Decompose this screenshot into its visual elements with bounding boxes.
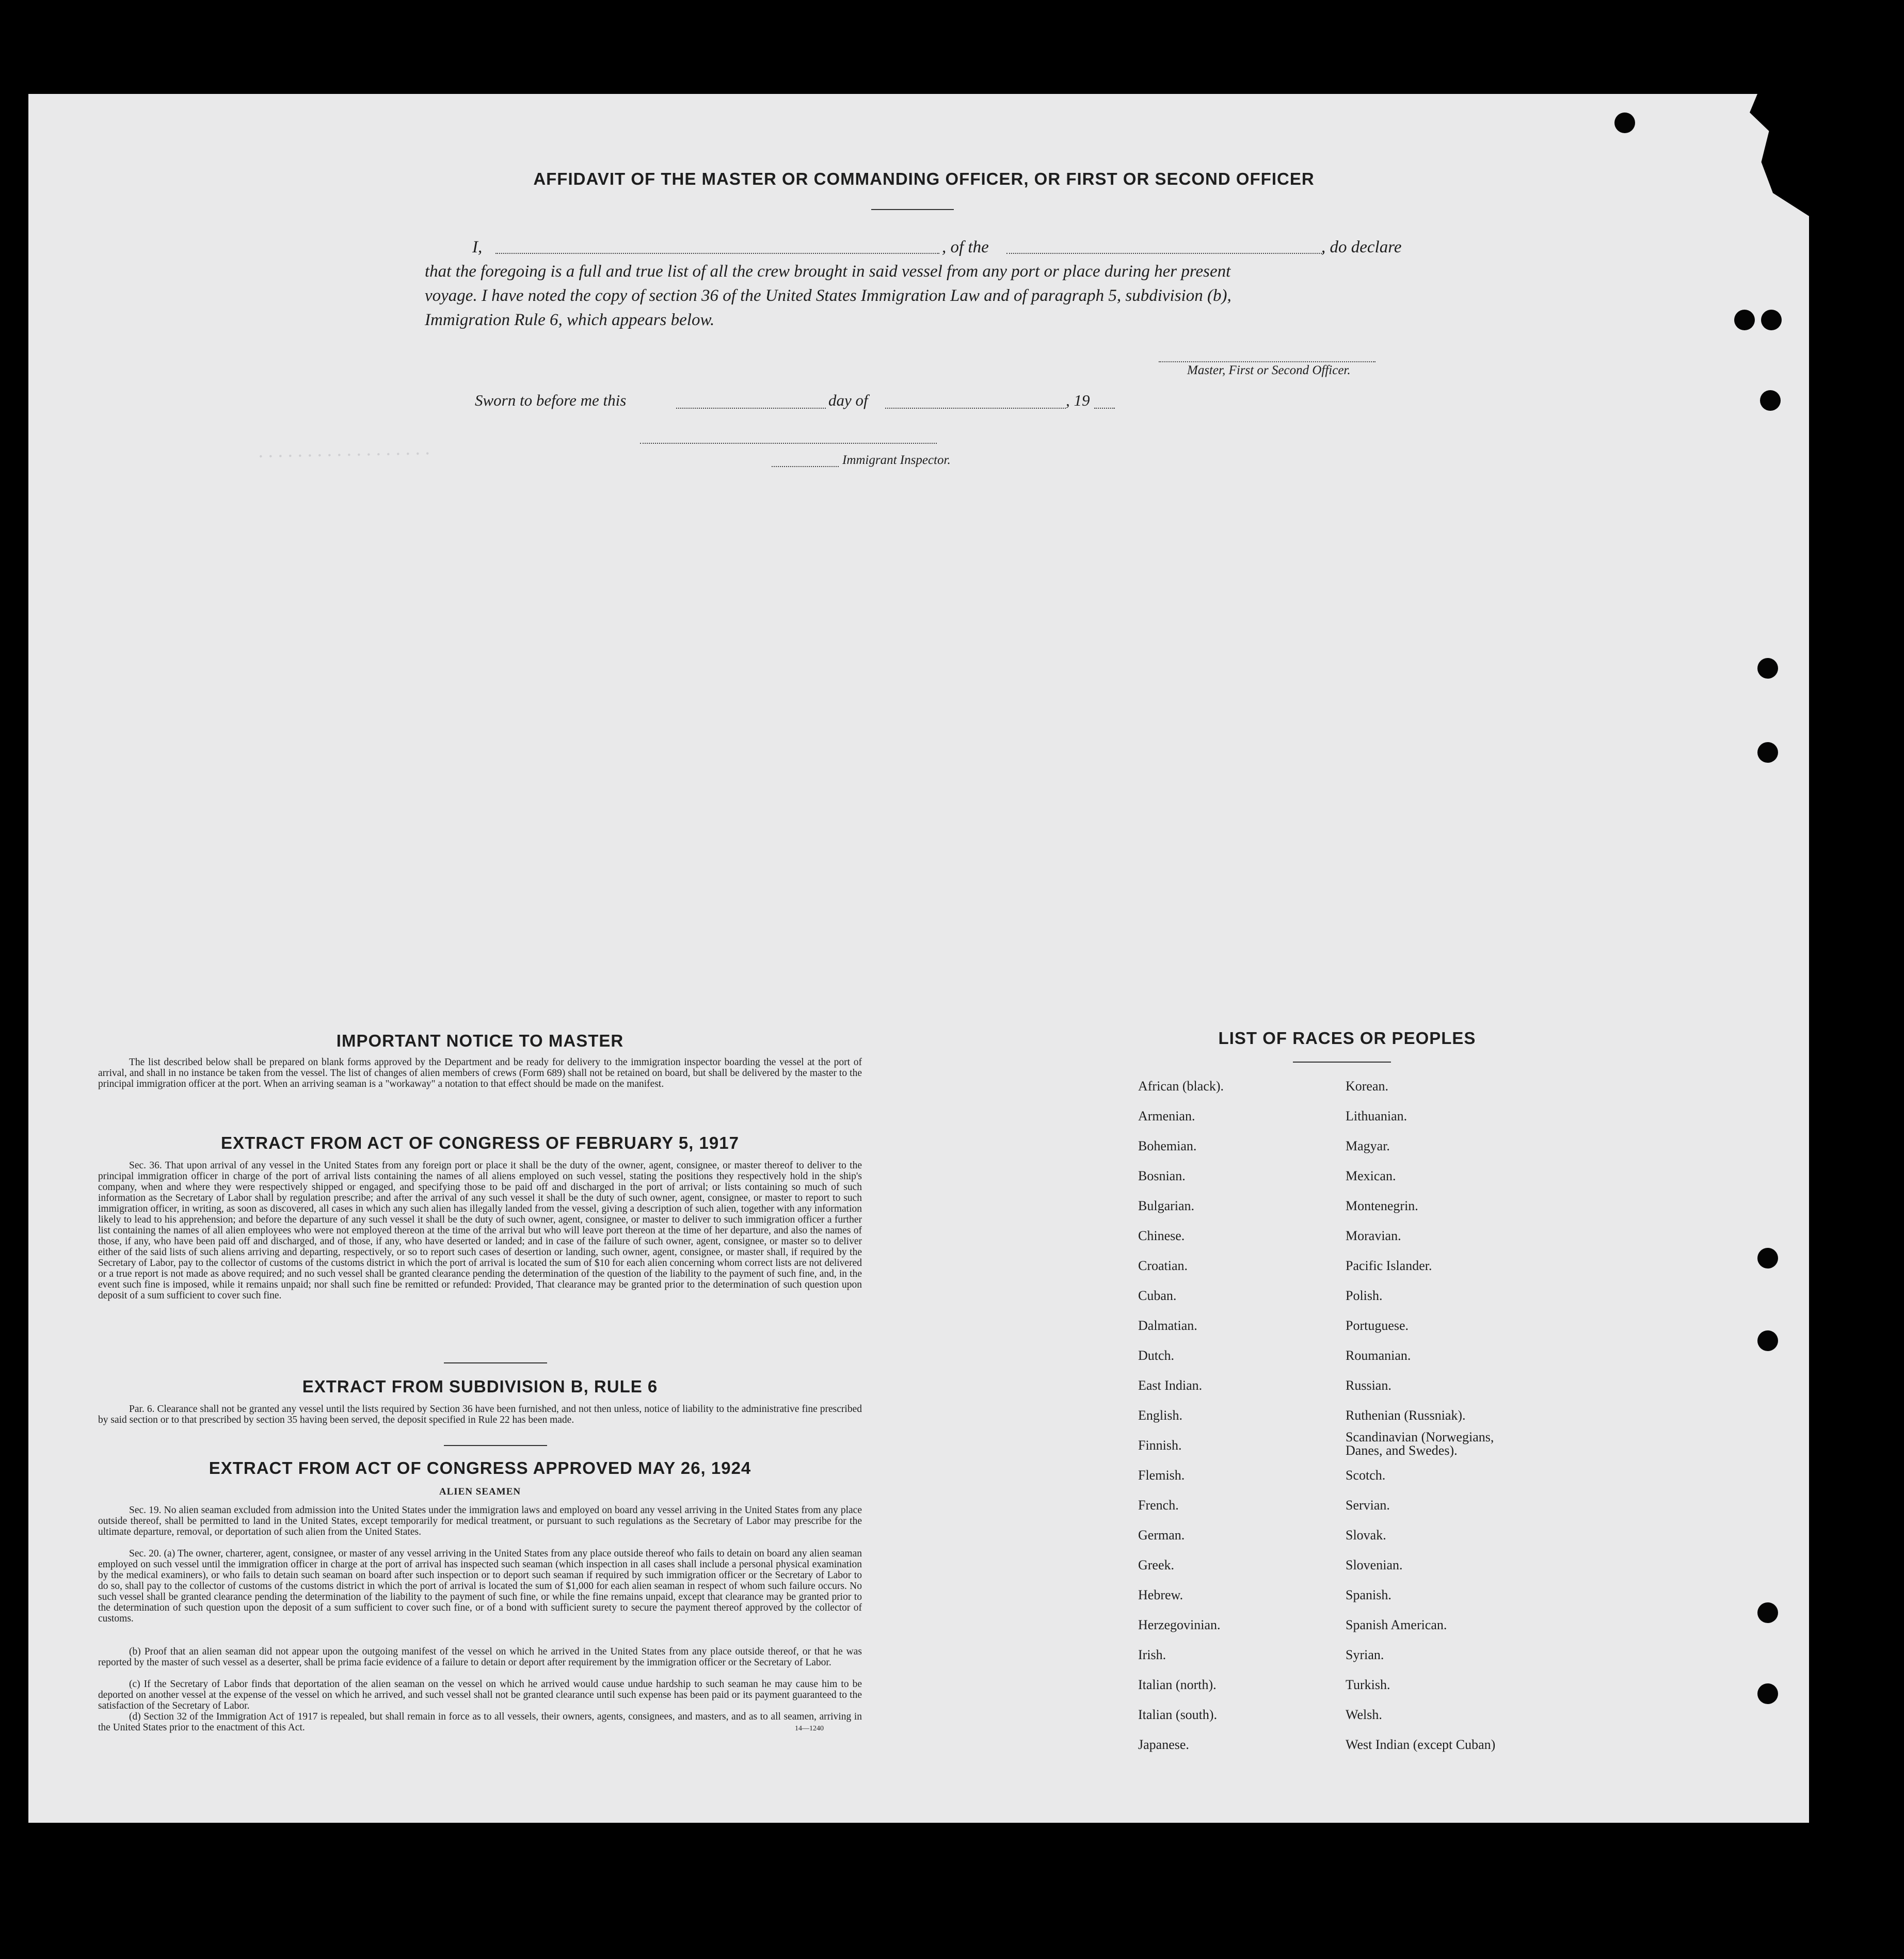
race-item: Armenian. xyxy=(1138,1109,1195,1123)
race-item: Italian (north). xyxy=(1138,1677,1217,1692)
binder-hole xyxy=(1761,310,1782,330)
affidavit-title: AFFIDAVIT OF THE MASTER OR COMMANDING OFFICER, OR FIRST OR SECOND OFFICER xyxy=(533,169,1315,188)
extract-1924-sec20b: (b) Proof that an alien seaman did not appear upon the outgoing manifest of the vessel on which he arrived in the United States from any place outside thereof, or that he was reported by the master of such vessel as a deserter, shall be prima facie evidence of a failure to detain or deport after requirement by the immigration officer or the Secretary of Labor. xyxy=(98,1646,862,1668)
binder-hole xyxy=(1757,742,1778,763)
race-item: Irish. xyxy=(1138,1647,1166,1662)
affidavit-line-4: Immigration Rule 6, which appears below. xyxy=(425,311,715,329)
extract-1924-sec19: Sec. 19. No alien seaman excluded from admission into the United States under the immigration laws and employed on board any vessel arriving in the United States from any place outside thereof, shall be permitted to land in the United States, except temporarily for medical treatment, or pursuant to such regulations as the Secretary of Labor may prescribe for the ultimate departure, removal, or deportation of such alien from the United States. xyxy=(98,1505,862,1537)
divider xyxy=(444,1445,547,1446)
race-item: Finnish. xyxy=(1138,1438,1182,1453)
notice-title: IMPORTANT NOTICE TO MASTER xyxy=(336,1031,624,1050)
race-item: Russian. xyxy=(1346,1378,1391,1393)
race-item: Spanish American. xyxy=(1346,1617,1447,1632)
race-item: Polish. xyxy=(1346,1288,1383,1303)
affidavit-line-2: that the foregoing is a full and true list of all the crew brought in said vessel from any port or place during her present xyxy=(425,262,1231,281)
race-item: Moravian. xyxy=(1346,1228,1401,1243)
race-item: Ruthenian (Russniak). xyxy=(1346,1408,1466,1423)
race-item: Hebrew. xyxy=(1138,1587,1183,1602)
extract-1917-body: Sec. 36. That upon arrival of any vessel in the United States from any foreign port or place it shall be the duty of the owner, agent, consignee, or master thereof to deliver to the principal immigration officer in charge of the port of arrival lists containing the names of all aliens employed on such vessel, stating the positions they respectively hold in the ship's company, when and where they were respectively shipped or engaged, and specifying those to be paid off and discharged in the port of arrival; or lists containing so much of such information as the Secretary of Labor shall by regulation prescribe; and after the arrival of any such vessel it shall be the duty of such owner, agent, consignee, or master to report to such immigration officer, in writing, as soon as discovered, all cases in which any such alien has illegally landed from the vessel, giving a description of such alien, together with any information likely to lead to his apprehension; and before the departure of any such vessel it shall be the duty of such owner, agent, consignee, or master to deliver to such immigration officer a further list containing the names of all alien employees who were not employed thereon at the time of the arrival but who will leave port thereon at the time of her departure, and also the names of those, if any, who have been paid off and discharged, and of those, if any, who have deserted or landed; and in case of the failure of such owner, agent, consignee, or master so to deliver either of the said lists of such aliens arriving and departing, respectively, or so to report such cases of desertion or landing, such owner, agent, consignee, or master shall, if required by the Secretary of Labor, pay to the collector of customs of the customs district in which the port of arrival is located the sum of $10 for each alien concerning whom correct lists are not delivered or a true report is not made as above required; and no such vessel shall be granted clearance pending the determination of the question of the liability to the payment of such fine, and, in the event such fine is imposed, while it remains unpaid; nor shall such fine be remitted or refunded: Provided, That clearance may be granted prior to the determination of such question upon deposit of a sum sufficient to cover such fine. xyxy=(98,1160,862,1301)
inspector-signature-label: Immigrant Inspector. xyxy=(842,453,951,467)
race-item: English. xyxy=(1138,1408,1182,1423)
race-item: Japanese. xyxy=(1138,1737,1189,1752)
race-item: Pacific Islander. xyxy=(1346,1258,1432,1273)
race-item: Dutch. xyxy=(1138,1348,1175,1363)
race-item: Dalmatian. xyxy=(1138,1318,1197,1333)
race-item: German. xyxy=(1138,1528,1185,1543)
race-item: French. xyxy=(1138,1498,1179,1513)
binder-hole xyxy=(1614,113,1635,133)
binder-hole xyxy=(1734,310,1755,330)
divider xyxy=(871,209,954,210)
master-signature-label: Master, First or Second Officer. xyxy=(1187,363,1351,377)
race-item: Bohemian. xyxy=(1138,1138,1197,1153)
bleed-through: · · · · · · · · · · · · · · · · · · xyxy=(258,443,430,468)
races-title: LIST OF RACES OR PEOPLES xyxy=(1218,1029,1476,1048)
affidavit-of-the: , of the xyxy=(942,238,989,256)
race-item: Spanish. xyxy=(1346,1587,1391,1602)
race-item: Montenegrin. xyxy=(1346,1198,1418,1213)
race-item: Servian. xyxy=(1346,1498,1390,1513)
race-item: Greek. xyxy=(1138,1557,1175,1572)
race-item: Mexican. xyxy=(1346,1168,1396,1183)
extract-rule6-body: Par. 6. Clearance shall not be granted any vessel until the lists required by Section 36 have been furnished, and not then unless, notice of liability to the administrative fine prescribed by said section or to that prescribed by section 35 having been served, the deposit specified in Rule 22 has been made. xyxy=(98,1404,862,1425)
race-item: Cuban. xyxy=(1138,1288,1177,1303)
name-blank[interactable] xyxy=(495,253,939,254)
race-item: Lithuanian. xyxy=(1346,1109,1407,1123)
race-item: Bulgarian. xyxy=(1138,1198,1195,1213)
binder-hole xyxy=(1757,1683,1778,1704)
extract-1924-sec20a: Sec. 20. (a) The owner, charterer, agent, consignee, or master of any vessel arriving in the United States from any place outside thereof who fails to detain on board any alien seaman employed on such vessel until the immigration officer in charge at the port of arrival has inspected such seaman (which inspection in all cases shall include a personal physical examination by the medical examiners), or who fails to detain such seaman on board after such inspection or to deport such seaman if required by such immigration officer or the Secretary of Labor to do so, shall pay to the collector of customs of the customs district in which the port of arrival is located the sum of $1,000 for each alien seaman in respect of whom such failure occurs. No such vessel shall be granted clearance pending the determination of the liability to the payment of such fine, or while the fine remains unpaid, except that clearance may be granted prior to the determination of such question upon the deposit of a sum sufficient to cover such fine, or of a bond with sufficient surety to secure the payment thereof approved by the collector of customs. xyxy=(98,1548,862,1624)
day-of-label: day of xyxy=(828,391,868,409)
race-item: Bosnian. xyxy=(1138,1168,1186,1183)
race-item: Syrian. xyxy=(1346,1647,1384,1662)
race-item: Chinese. xyxy=(1138,1228,1185,1243)
sworn-label: Sworn to before me this xyxy=(475,391,627,409)
sworn-month-blank[interactable] xyxy=(885,408,1066,409)
race-item: East Indian. xyxy=(1138,1378,1203,1393)
year-label: , 19 xyxy=(1066,391,1090,409)
extract-1924-sec20c: (c) If the Secretary of Labor finds that deportation of the alien seaman on the vessel on which he arrived would cause undue hardship to such seaman he may cause him to be deported on another vessel at the expense of the vessel on which he arrived, and such vessel shall not be granted clearance until such expense has been paid or its payment guaranteed to the satisfaction of the Secretary of Labor. xyxy=(98,1679,862,1711)
binder-hole xyxy=(1757,1602,1778,1623)
race-item: Scotch. xyxy=(1346,1468,1386,1483)
affidavit-i: I, xyxy=(472,238,483,256)
sworn-day-blank[interactable] xyxy=(676,408,826,409)
binder-hole xyxy=(1760,390,1781,411)
extract-rule6-title: EXTRACT FROM SUBDIVISION B, RULE 6 xyxy=(302,1377,658,1396)
race-item: West Indian (except Cuban) xyxy=(1346,1737,1496,1752)
inspector-signature-line[interactable] xyxy=(640,443,937,444)
race-item: Roumanian. xyxy=(1346,1348,1411,1363)
race-item: Herzegovinian. xyxy=(1138,1617,1221,1632)
race-item: Magyar. xyxy=(1346,1138,1390,1153)
affidavit-do-declare: , do declare xyxy=(1321,238,1402,256)
form-number: 14—1240 xyxy=(795,1725,824,1732)
race-item: Italian (south). xyxy=(1138,1707,1218,1722)
master-signature-line[interactable] xyxy=(1159,361,1375,362)
race-item: Korean. xyxy=(1346,1079,1389,1094)
divider xyxy=(1293,1062,1391,1063)
race-item: Scandinavian (Norwegians, Danes, and Swedes). xyxy=(1346,1430,1494,1458)
race-item: Slovak. xyxy=(1346,1528,1386,1543)
race-item: Portuguese. xyxy=(1346,1318,1409,1333)
extract-1924-title: EXTRACT FROM ACT OF CONGRESS APPROVED MAY 26, 1924 xyxy=(209,1458,751,1478)
notice-body: The list described below shall be prepared on blank forms approved by the Department and be ready for delivery to the immigration inspector boarding the vessel at the port of arrival, and shall in no instance be taken from the vessel. The list of changes of alien members of crews (Form 689) shall not be retained on board, but shall be delivered by the master to the principal immigration officer at the port. When an arriving seaman is a "workaway" a notation to that effect should be made on the manifest. xyxy=(98,1057,862,1089)
alien-seamen-subtitle: ALIEN SEAMEN xyxy=(439,1486,521,1497)
sworn-year-blank[interactable] xyxy=(1094,408,1115,409)
race-item: Turkish. xyxy=(1346,1677,1390,1692)
divider xyxy=(444,1362,547,1363)
extract-1924-sec20d: (d) Section 32 of the Immigration Act of 1917 is repealed, but shall remain in force as to all vessels, their owners, agents, consignees, and masters, and as to all seamen, arriving in the United States prior to the enactment of this Act. xyxy=(98,1711,862,1733)
inspector-prefix-line xyxy=(772,466,839,467)
race-item: Slovenian. xyxy=(1346,1557,1403,1572)
vessel-blank[interactable] xyxy=(1006,253,1324,254)
race-item: Welsh. xyxy=(1346,1707,1382,1722)
affidavit-line-3: voyage. I have noted the copy of section 36 of the United States Immigration Law and of paragraph 5, subdivision (b), xyxy=(425,286,1231,305)
binder-hole xyxy=(1757,658,1778,679)
race-item: Croatian. xyxy=(1138,1258,1188,1273)
binder-hole xyxy=(1757,1248,1778,1268)
race-item: Flemish. xyxy=(1138,1468,1185,1483)
binder-hole xyxy=(1757,1330,1778,1351)
race-item: African (black). xyxy=(1138,1079,1224,1094)
extract-1917-title: EXTRACT FROM ACT OF CONGRESS OF FEBRUARY 5, 1917 xyxy=(221,1133,739,1152)
